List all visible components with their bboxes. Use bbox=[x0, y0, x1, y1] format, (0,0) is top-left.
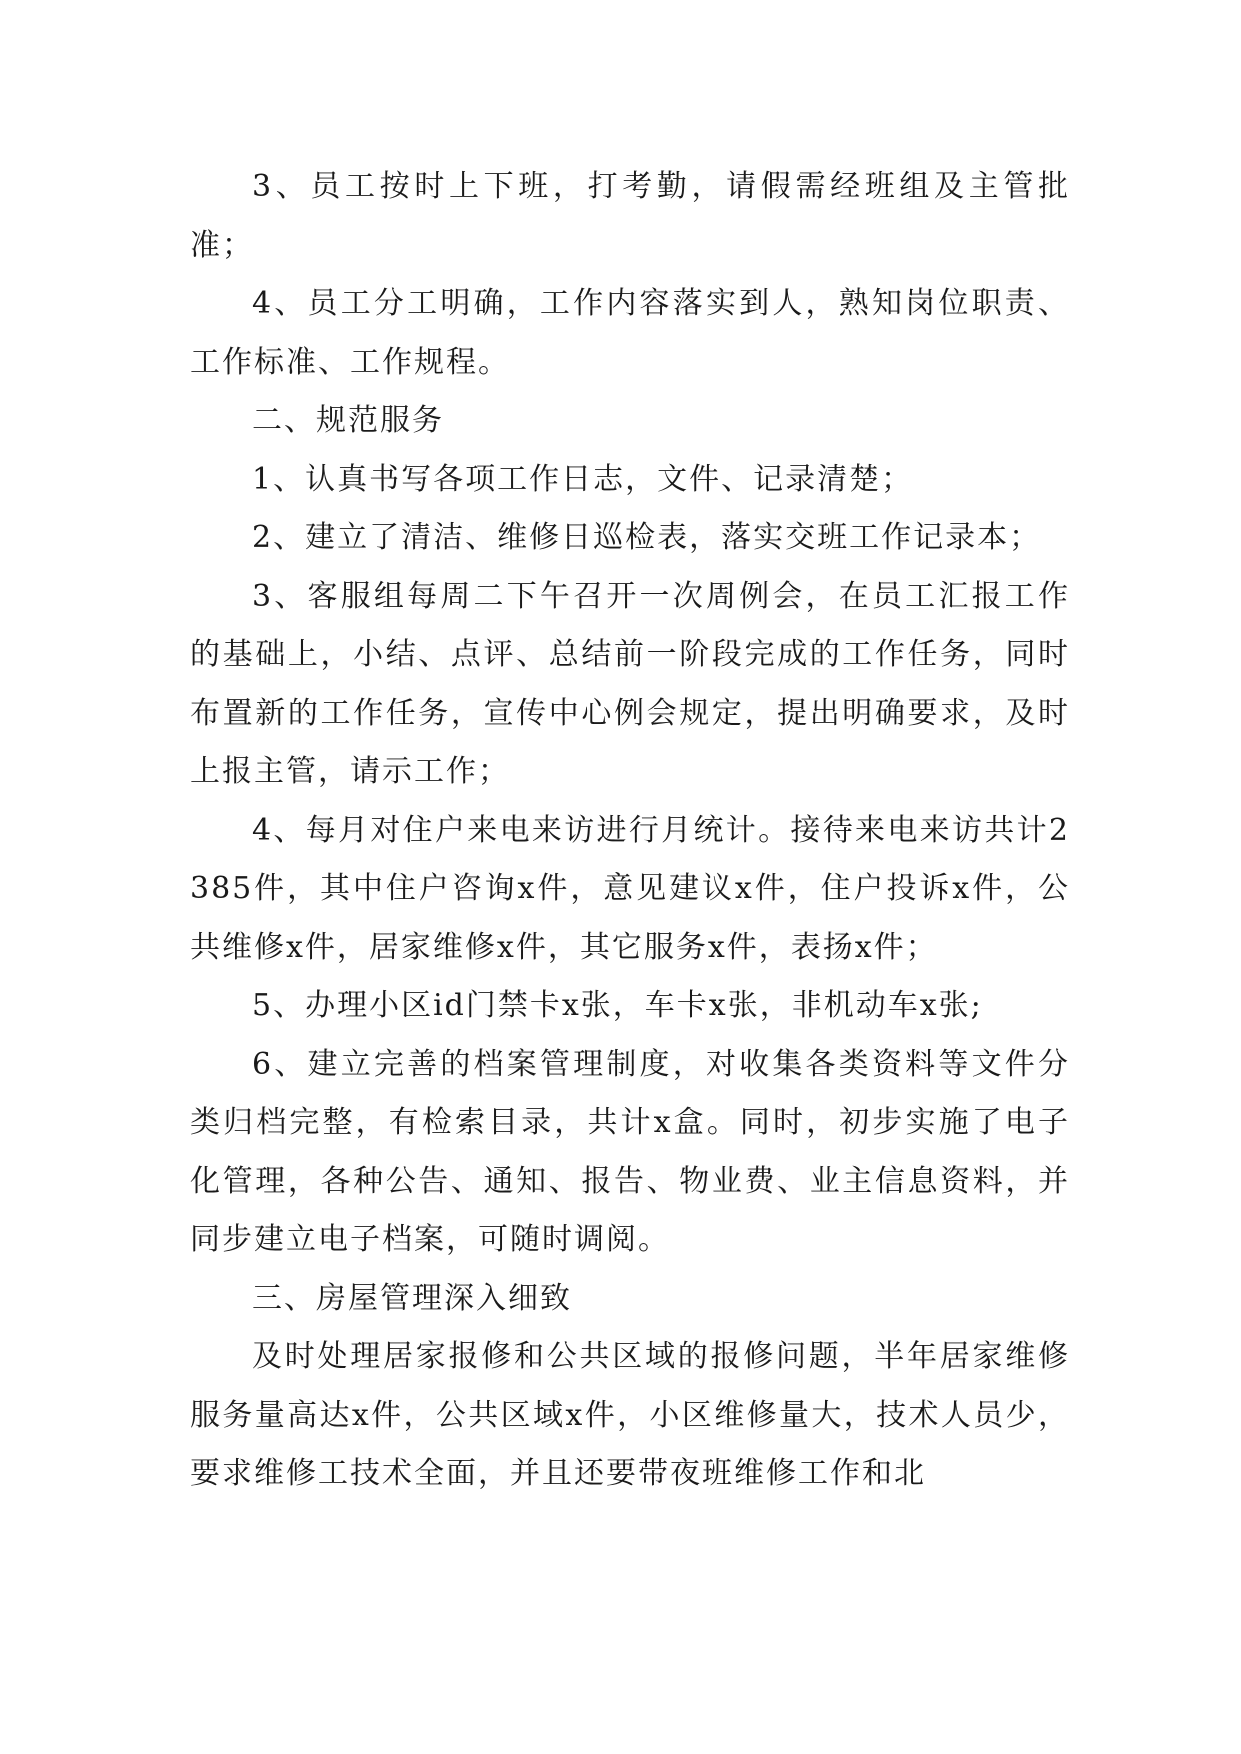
paragraph-division-of-labor: 4、员工分工明确，工作内容落实到人，熟知岗位职责、工作标准、工作规程。 bbox=[190, 286, 1070, 380]
section-heading-housing-management: 三、房屋管理深入细致 bbox=[252, 1280, 572, 1316]
paragraph-monthly-statistics: 4、每月对住户来电来访进行月统计。接待来电来访共计2385件，其中住户咨询x件，意见建议x件，住户投诉x件，公共维修x件，居家维修x件，其它服务x件，表扬x件； bbox=[190, 812, 1070, 965]
paragraph-inspection-table: 2、建立了清洁、维修日巡检表，落实交班工作记录本； bbox=[252, 520, 1042, 555]
paragraph-archive-management: 6、建立完善的档案管理制度，对收集各类资料等文件分类归档完整，有检索目录，共计x盒。同时，初步实施了电子化管理，各种公告、通知、报告、物业费、业主信息资料，并同步建立电子档案，可随时调阅。 bbox=[190, 1046, 1070, 1257]
paragraph-repair-handling: 及时处理居家报修和公共区域的报修问题，半年居家维修服务量高达x件，公共区域x件，小区维修量大，技术人员少，要求维修工技术全面，并且还要带夜班维修工作和北 bbox=[190, 1339, 1070, 1491]
document-body bbox=[190, 158, 1070, 1504]
paragraph-access-cards: 5、办理小区id门禁卡x张，车卡x张，非机动车x张; bbox=[252, 988, 983, 1023]
paragraph-work-logs: 1、认真书写各项工作日志，文件、记录清楚； bbox=[252, 461, 914, 497]
paragraph-weekly-meeting: 3、客服组每周二下午召开一次周例会，在员工汇报工作的基础上，小结、点评、总结前一阶段完成的工作任务，同时布置新的工作任务，宣传中心例会规定，提出明确要求，及时上报主管，请示工作； bbox=[190, 578, 1070, 789]
section-heading-standard-service: 二、规范服务 bbox=[252, 403, 444, 438]
paragraph-attendance: 3、员工按时上下班，打考勤，请假需经班组及主管批准； bbox=[190, 169, 1070, 263]
